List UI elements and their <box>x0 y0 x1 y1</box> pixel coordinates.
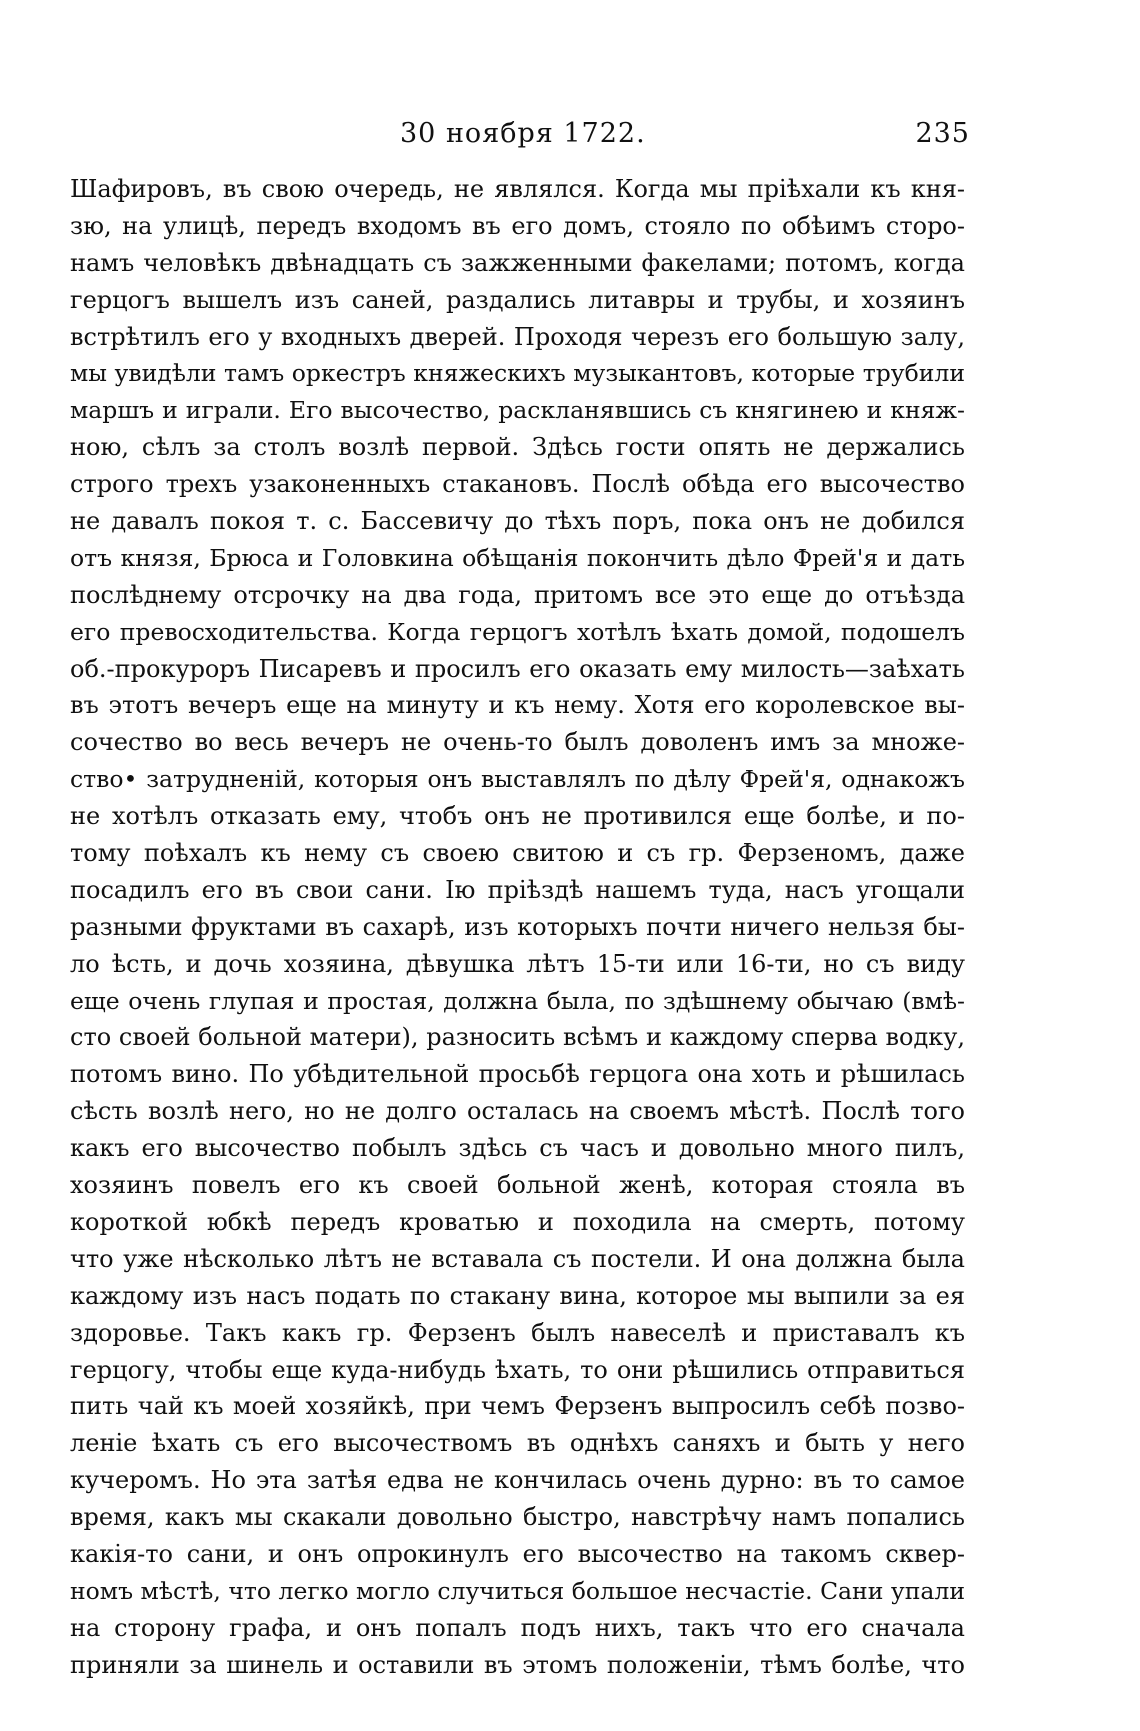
text-line: Шафировъ, въ свою очередь, не являлся. Когда мы пріѣхали къ кня- <box>70 175 965 203</box>
text-line: потомъ вино. По убѣдительной просьбѣ герцога она хоть и рѣшилась <box>70 1060 965 1089</box>
text-line: ло ѣсть, и дочь хозяина, дѣвушка лѣтъ 15-ти или 16-ти, но съ виду <box>70 949 965 978</box>
text-line: въ этотъ вечеръ еще на минуту и къ нему. Хотя его королевское вы- <box>70 691 965 720</box>
text-line: леніе ѣхать съ его высочествомъ въ однѣхъ саняхъ и быть у него <box>70 1429 965 1458</box>
text-line: что уже нѣсколько лѣтъ не вставала съ постели. И она должна была <box>70 1244 965 1273</box>
running-head <box>70 118 970 158</box>
text-line: время, какъ мы скакали довольно быстро, навстрѣчу намъ попались <box>70 1503 965 1532</box>
text-line: ство• затрудненій, которыя онъ выставлялъ по дѣлу Фрей'я, однакожъ <box>70 765 965 794</box>
text-line: разными фруктами въ сахарѣ, изъ которыхъ почти ничего нельзя бы- <box>70 912 965 941</box>
text-line: посадилъ его въ свои сани. Ію пріѣздѣ нашемъ туда, насъ угощали <box>70 875 965 904</box>
text-line: еще очень глупая и простая, должна была, по здѣшнему обычаю (вмѣ- <box>70 986 965 1015</box>
text-line: герцогъ вышелъ изъ саней, раздались литавры и трубы, и хозяинъ <box>70 285 965 314</box>
text-line: тому поѣхалъ къ нему съ своею свитою и съ гр. Ферзеномъ, даже <box>70 839 965 868</box>
text-line: не хотѣлъ отказать ему, чтобъ онъ не противился еще болѣе, и по- <box>70 802 965 831</box>
text-line: хозяинъ повелъ его къ своей больной женѣ, которая стояла въ <box>70 1171 965 1200</box>
text-line: послѣднему отсрочку на два года, притомъ все это еще до отъѣзда <box>70 580 965 609</box>
text-line: об.-прокуроръ Писаревъ и просилъ его оказать ему милость—заѣхать <box>70 654 965 683</box>
text-line: кучеромъ. Но эта затѣя едва не кончилась очень дурно: въ то самое <box>70 1466 965 1495</box>
page-number: 235 <box>915 118 970 149</box>
text-line: на сторону графа, и онъ попалъ подъ нихъ, такъ что его сначала <box>70 1613 965 1642</box>
text-line: какія-то сани, и онъ опрокинулъ его высочество на такомъ сквер- <box>70 1539 965 1568</box>
text-line: какъ его высочество побылъ здѣсь съ часъ и довольно много пилъ, <box>70 1134 965 1163</box>
text-line: сто своей больной матери), разносить всѣмъ и каждому сперва водку, <box>70 1023 965 1052</box>
text-line: здоровье. Такъ какъ гр. Ферзенъ былъ навеселѣ и приставалъ къ <box>70 1318 965 1347</box>
text-line: номъ мѣстѣ, что легко могло случиться большое несчастіе. Сани упали <box>70 1576 965 1605</box>
text-line: зю, на улицѣ, передъ входомъ въ его домъ, стояло по обѣимъ сторо- <box>70 211 965 240</box>
text-line: короткой юбкѣ передъ кроватью и походила на смерть, потому <box>70 1207 965 1236</box>
text-line: маршъ и играли. Его высочество, раскланявшись съ княгинею и княж- <box>70 396 965 425</box>
text-line: не давалъ покоя т. с. Бассевичу до тѣхъ поръ, пока онъ не добился <box>70 507 965 536</box>
text-line: ною, сѣлъ за столъ возлѣ первой. Здѣсь гости опять не держались <box>70 433 965 462</box>
text-line: пить чай къ моей хозяйкѣ, при чемъ Ферзенъ выпросилъ себѣ позво- <box>70 1392 965 1421</box>
running-title: 30 ноября 1722. <box>400 118 646 149</box>
text-line: встрѣтилъ его у входныхъ дверей. Проходя черезъ его большую залу, <box>70 322 965 351</box>
text-line: намъ человѣкъ двѣнадцать съ зажженными факелами; потомъ, когда <box>70 248 965 277</box>
text-line: отъ князя, Брюса и Головкина обѣщанія покончить дѣло Фрей'я и дать <box>70 543 965 572</box>
text-line: приняли за шинель и оставили въ этомъ положеніи, тѣмъ болѣе, что <box>70 1650 965 1679</box>
text-line: его превосходительства. Когда герцогъ хотѣлъ ѣхать домой, подошелъ <box>70 617 965 646</box>
text-line: герцогу, чтобы еще куда-нибудь ѣхать, то они рѣшились отправиться <box>70 1355 965 1384</box>
text-line: каждому изъ насъ подать по стакану вина, которое мы выпили за ея <box>70 1281 965 1310</box>
text-line: сочество во весь вечеръ не очень-то былъ доволенъ имъ за множе- <box>70 728 965 757</box>
text-line: строго трехъ узаконенныхъ стакановъ. Послѣ обѣда его высочество <box>70 470 965 499</box>
body-text <box>70 171 965 1684</box>
text-line: мы увидѣли тамъ оркестръ княжескихъ музыкантовъ, которые трубили <box>70 359 965 388</box>
text-line: сѣсть возлѣ него, но не долго осталась на своемъ мѣстѣ. Послѣ того <box>70 1097 965 1126</box>
